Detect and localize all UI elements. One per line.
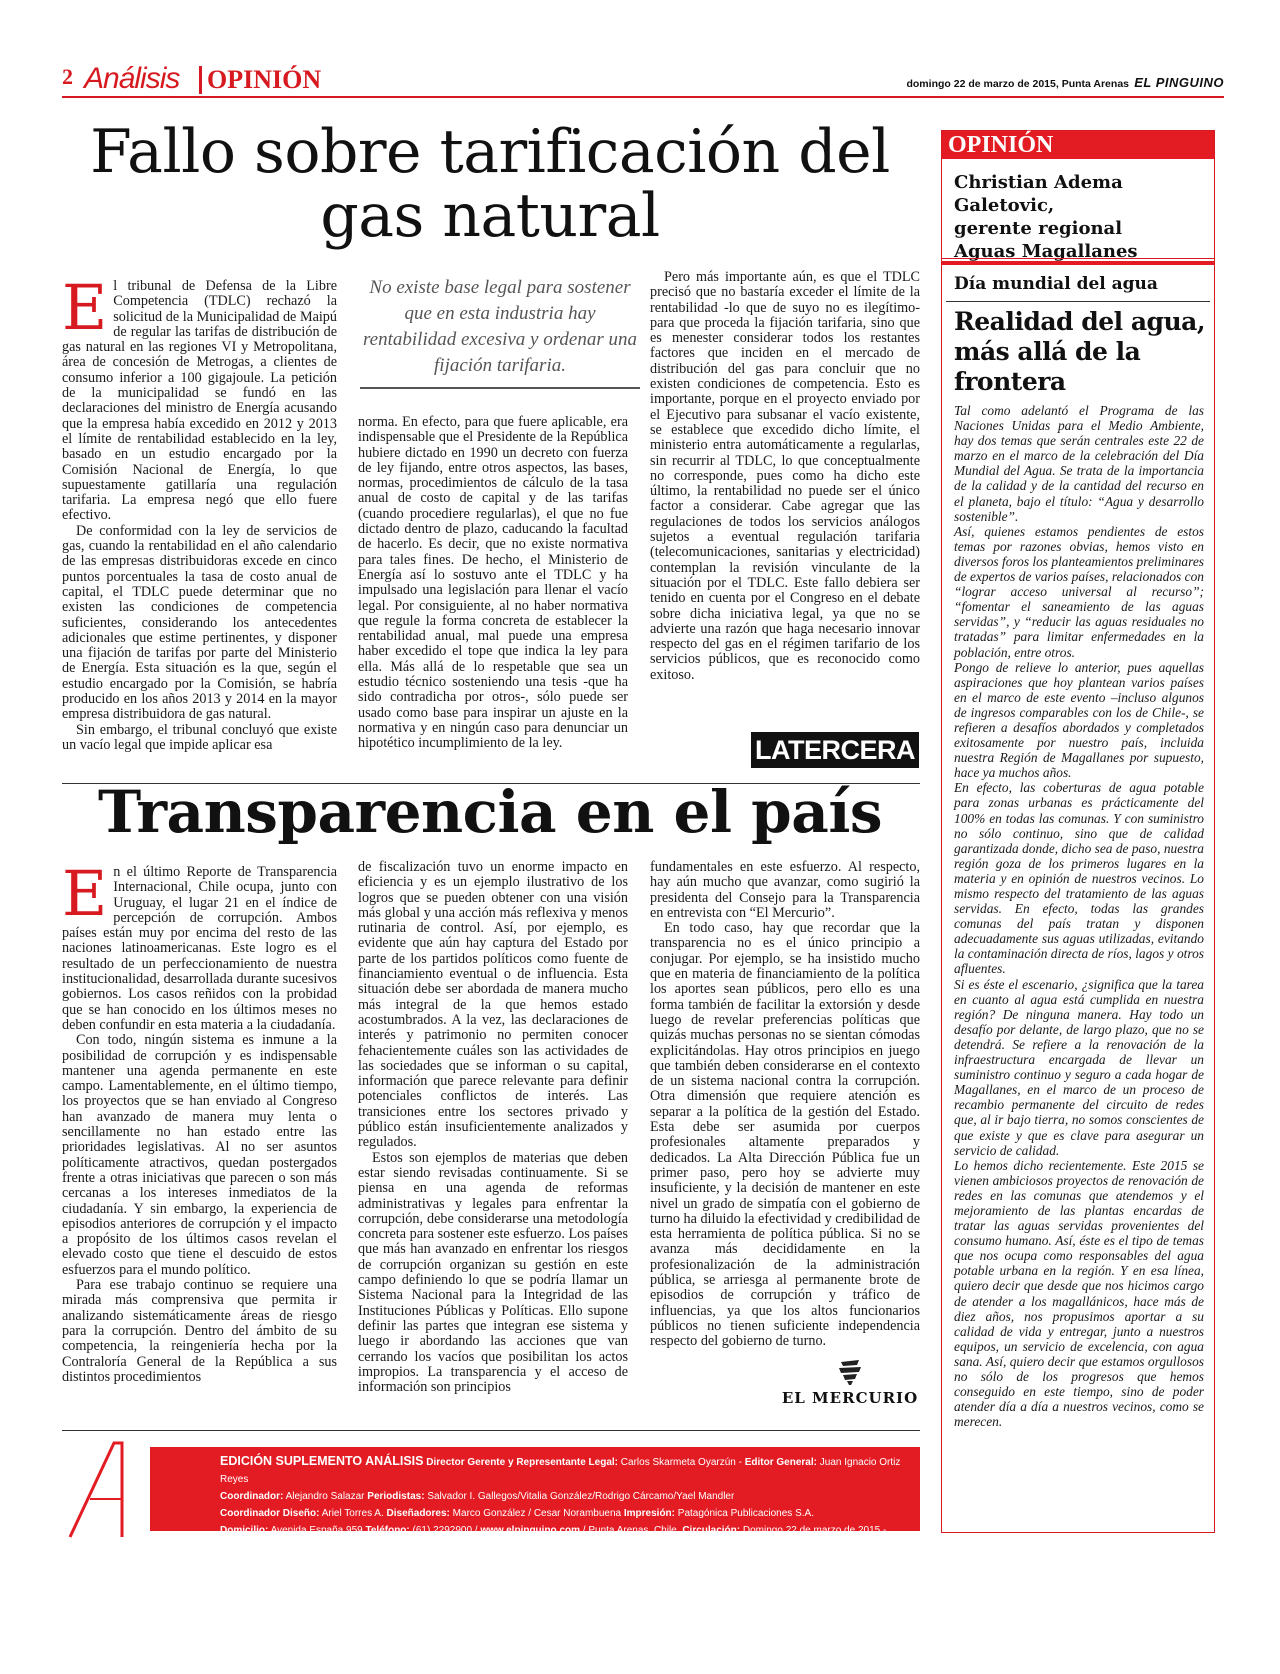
header-rule xyxy=(62,96,1224,98)
article1-paragraph: El tribunal de Defensa de la Libre Competencia (TDLC) rechazó la solicitud de la Municipalidad de Maipú de regular las tarifas de distribución de gas natural en las regiones VI y Metropolitana, área de concesión de Metrogas, a clientes de consumo inferior a 100 gigajoule. La petición de la municipalidad se fundó en las declaraciones del ministro de Energía acusando que la empresa había excedido en 2012 y 2013 el límite de rentabilidad establecido en la ley, basado en un estudio encargado por la Comisión Nacional de Energía, lo que supuestamente gatillaría una regulación tarifaria. La empresa negó que ello fuere efectivo. xyxy=(62,271,337,524)
sidebar-body xyxy=(954,403,1204,1429)
author-byline: Christian Adema Galetovic, gerente regional Aguas Magallanes xyxy=(954,172,1138,262)
website-link[interactable]: www.elpinguino.com xyxy=(480,1525,581,1536)
article1-pullquote: No existe base legal para sostener que en esta industria hay rentabilidad excesiva y ordenar una fijación tarifaria. xyxy=(360,275,640,389)
section-name: Análisis xyxy=(84,62,180,95)
footer-rule xyxy=(62,1430,920,1431)
la-tercera-logo: LATERCERA xyxy=(751,732,919,768)
article1-column-3 xyxy=(650,270,920,683)
article2-column-1 xyxy=(62,857,338,1385)
newspaper-logo: EL PINGUINO xyxy=(1134,75,1224,90)
sidebar-paragraph: Tal como adelantó el Programa de las Naciones Unidas para el Medio Ambiente, hay dos temas que serán centrales este 22 de marzo en el marco de la celebración del Día Mundial del Agua. Se trata de la importancia de la calidad y de la cantidad del recurso en el planeta, bajo el título: “Agua y desarrollo sostenible”. xyxy=(954,403,1204,524)
sidebar-paragraph: Así, quienes estamos pendientes de estos temas por razones obvias, hemos visto en diversos foros los planteamientos preliminares de expertos de varios países, relacionados con “lograr acceso universal al recurso”; “fomentar el saneamiento de las aguas servidas”, y “reducir las aguas residuales no tratadas” para limitar enfermedades en la población, entre otros. xyxy=(954,523,1204,660)
article1-title-line2: gas natural xyxy=(320,181,660,251)
article2-paragraph: Estos son ejemplos de materias que deben estar siendo revisadas continuamente. Si se piensa en una agenda de reformas administrativas y legales para enfrentar la corrupción, debe considerarse una metodología concreta para sostener este esfuerzo. Los países que más han avanzado en enfrentar los riesgos de corrupción organizan su gestión en este campo definiendo lo que se podría llamar un Sistema Nacional para la Integridad de las Instituciones Públicas y Políticas. Ello supone definir las partes que integran ese sistema y luego ir abordando las acciones que van cerrando los vacíos que posibilitan los actos impropios. La transparencia y el acceso de información son principios xyxy=(358,1149,628,1396)
page-header xyxy=(62,64,1224,98)
el-mercurio-wordmark: EL MERCURIO xyxy=(781,1389,919,1407)
el-mercurio-emblem-icon xyxy=(835,1358,865,1386)
sidebar-separator xyxy=(942,258,1214,265)
el-mercurio-logo xyxy=(780,1358,920,1407)
issue-date: domingo 22 de marzo de 2015, Punta Arenas xyxy=(906,78,1129,90)
article2-column-3 xyxy=(650,860,920,1350)
page-number: 2 xyxy=(62,64,73,89)
article1-paragraph: Pero más importante aún, es que el TDLC precisó que no bastaría exceder el límite de la rentabilidad -lo que de suyo no es ilegítimo- para que proceda la fijación tarifaria, sino que es menester considerar todos los restantes factores que inciden en el mercado de distribución del gas para concluir que no existen condiciones de competencia. Esto es importante, porque en el proyecto enviado por el Ejecutivo para subsanar el vacío existente, se establece que excedido dicho límite, el ministerio entra automáticamente a regularlas, sin recurrir al TDLC, lo que conceptualmente no corresponde, pues como ha dicho este último, la rentabilidad no puede ser el único factor a considerar. Cabe agregar que las regulaciones de todos los servicios análogos sujetos a eventual regulación tarifaria (telecomunicaciones, sanitarias y electricidad) contemplan la revisión vinculante de la situación por el TDLC. Este fallo debiera ser tenido en cuenta por el Congreso en el debate sobre dicha iniciativa legal, ya que no se advierte una razón que haga necesario innovar respecto del gas en el régimen tarifario de los servicios públicos, que es reconocido como exitoso. xyxy=(650,269,920,683)
subsection-name: OPINIÓN xyxy=(199,66,321,94)
article2-paragraph: En el último Reporte de Transparencia Internacional, Chile ocupa, junto con Uruguay, el lugar 21 en el índice de percepción de corrupción. Ambos países están muy por encima del resto de las naciones latinoamericanas. Este logro es el resultado de un perfeccionamiento de nuestra institucionalidad, desarrollada durante sucesivos gobiernos. Los casos reñidos con la probidad que se han conocido en los últimos meses no deben confundir en esta materia a la ciudadanía. xyxy=(62,857,338,1033)
article1-paragraph: norma. En efecto, para que fuere aplicable, era indispensable que el Presidente de la República hubiere dictado en 1990 un decreto con fuerza de ley fijando, entre otros aspectos, las bases, normas, procedimientos de cálculo de la tasa anual de costo de capital y de las tarifas (cuando procediere regularlas), el que no fue dictado dentro de plazo, caducando la facultad de hacerlo. Es decir, que no existe normativa para tales fines. De hecho, el Ministerio de Energía así lo sostuvo ante el TDLC y ha impulsado una legislación para llenar el vacío legal. Por consiguiente, al no haber normativa que regule la forma concreta de establecer la rentabilidad anual, mal puede una empresa haber excedido el tope que indica la ley para ella. Más allá de lo respetable que sea un estudio técnico sosteniendo una tesis -que ha sido contradicha por otros-, sólo puede ser usado como base para inspirar un ajuste en la normativa y en ningún caso para denunciar un hipotético incumplimiento de la ley. xyxy=(358,414,628,752)
article1-column-2 xyxy=(358,415,628,752)
analisis-letter-a-icon xyxy=(62,1439,152,1539)
article1-title xyxy=(70,117,910,251)
sidebar-paragraph: Pongo de relieve lo anterior, pues aquellas aspiraciones que hoy plantean varios países en el marco de este evento –incluso algunos de ingresos comparables con los de Chile-, se refieren a desafíos abordados y completados exitosamente por nuestro país, incluida nuestra Región de Magallanes por supuesto, hace ya muchos años. xyxy=(954,659,1204,781)
article2-paragraph: fundamentales en este esfuerzo. Al respecto, hay aún mucho que avanzar, como sugirió la presidenta del Consejo para la Transparencia en entrevista con “El Mercurio”. xyxy=(650,859,920,921)
article1-paragraph: Sin embargo, el tribunal concluyó que existe un vacío legal que impide aplicar esa xyxy=(62,721,337,753)
article2-paragraph: En todo caso, hay que recordar que la transparencia no es el único principio a conjugar. Por ejemplo, se ha insistido mucho que en materia de financiamiento de la política los aportes sean públicos, pero ello es una forma también de facilitar la extorsión y desde luego de revelar preferencias políticas que quizás muchas personas no se sientan cómodas explicitándolas. Hay otros principios en juego que también deben considerarse en el contexto de un sistema nacional contra la corrupción. Otra dimensión que requiere atención es separar a la política de la gestión del Estado. Esta debe ser asumida por cuerpos profesionales altamente preparados y dedicados. La Alta Dirección Pública fue un primer paso, pero hoy se advierte muy insuficiente, y la decisión de mantener en este nivel un grado de simpatía con el gobierno de turno ha diluido la efectividad y credibilidad de esta herramienta de política pública. Si no se avanza más decididamente en la profesionalización de la administración pública, se arriesga al permanente brote de episodios de corrupción y tráfico de influencias, ya que los altos funcionarios públicos no tienen suficiente independencia respecto del gobierno de turno. xyxy=(650,920,920,1350)
article1-column-1 xyxy=(62,271,337,753)
edition-credits xyxy=(62,1447,920,1536)
article1-paragraph: De conformidad con la ley de servicios de gas, cuando la rentabilidad en el año calendario de las empresas distribuidoras excede en cinco puntos porcentuales la tasa de costo anual de capital, el TDLC puede determinar que no existen las condiciones de competencia suficientes, considerando los antecedentes adicionales que estime pertinentes, y disponer una fijación de tarifas por parte del Ministerio de Energía. Esta situación es la que, según el estudio encargado por la Comisión, se habría producido en los años 2013 y 2014 en la mayor empresa distribuidora de gas natural. xyxy=(62,522,337,723)
article1-title-line1: Fallo sobre tarificación del xyxy=(90,117,890,187)
article2-column-2 xyxy=(358,860,628,1395)
opinion-sidebar xyxy=(941,130,1215,1533)
article1-dropcap: E xyxy=(62,271,108,344)
sidebar-kicker: Día mundial del agua xyxy=(954,274,1158,294)
sidebar-paragraph: En efecto, las coberturas de agua potable para zonas urbanas es prácticamente del 100% en todas las comunas. Y con suministro no sólo continuo, sino que de calidad garantizada donde, dicho sea de paso, nuestra región goza de los primeros lugares en la materia y en opinión de nuestros vecinos. Lo mismo respecto del tratamiento de las aguas servidas. En efecto, todas las grandes comunas del país tratan y disponen adecuadamente sus aguas utilizadas, evitando la contaminación directa de ríos, lagos y otros afluentes. xyxy=(954,780,1204,977)
edition-label: EDICIÓN SUPLEMENTO ANÁLISIS xyxy=(220,1454,424,1468)
article2-paragraph: Con todo, ningún sistema es inmune a la posibilidad de corrupción y es indispensable mantener una agenda permanente en este campo. Lamentablemente, en el último tiempo, los proyectos que se han enviado al Congreso han avanzado de manera muy lenta o sencillamente no han estado entre las prioridades legislativas. Al no ser asuntos políticamente atractivos, quedan postergados frente a otras iniciativas que parecen o son más cercanas a los intereses inmediatos de la ciudadanía. Y sin embargo, la experiencia de episodios anteriores de corrupción y el impacto a propósito de los últimos casos revelan el elevado costo que tiene el descuido de estos esfuerzos para el mundo político. xyxy=(62,1032,337,1278)
article2-paragraph: Para ese trabajo continuo se requiere una mirada más comprensiva que permita ir analizando sistemáticamente áreas de riesgo para la corrupción. Dentro del ámbito de su competencia, la reingeniería hecha por la Contraloría General de la República a sus distintos procedimientos xyxy=(62,1277,337,1385)
kicker-rule xyxy=(946,301,1210,302)
article2-paragraph: de fiscalización tuvo un enorme impacto en eficiencia y es un ejemplo ilustrativo de los logros que se pueden obtener con una visión más global y una acción más reflexiva y menos rutinaria de control. Así, por ejemplo, es evidente que aún hay captura del Estado por parte de los partidos políticos como fuente de financiamiento eventual o de influencia. Esta situación debe ser abordada de manera mucho más integral de la que hemos estado acostumbrados. A la vez, las declaraciones de interés y patrimonio no permiten conocer fehacientemente cuáles son las actividades de las sociedades que se informan o su capital, información que parece relevante para definir potenciales conflictos de interés. Las transiciones entre los sectores privado y público están insuficientemente analizados y regulados. xyxy=(358,859,628,1151)
sidebar-paragraph: Si es éste el escenario, ¿significa que la tarea en cuanto al agua está cumplida en nuestra región? De ninguna manera. Hay todo un desafío por delante, de largo plazo, que no se detendrá. Se refiere a la renovación de la infraestructura encargada de llevar un suministro continuo y seguro a cada hogar de Magallanes, en el marco de un proceso de recambio permanente del circuito de redes que, al ir bajo tierra, no somos conscientes de que existe y que es clave para asegurar un servicio de calidad. xyxy=(954,976,1204,1158)
sidebar-title: Realidad del agua, más allá de la frontera xyxy=(954,307,1206,396)
article2-title: Transparencia en el país xyxy=(98,778,882,846)
opinion-tag: OPINIÓN xyxy=(942,131,1214,159)
article2-dropcap: E xyxy=(62,857,108,930)
credits-band: EDICIÓN SUPLEMENTO ANÁLISIS Director Gerente y Representante Legal: Carlos Skarmeta Oyarzún - Editor General: Juan Ignacio Ortiz Reyes Coordinador: Alejandro Salazar Periodistas: Salvador I. Gallegos/Vitalia González/Rodrigo Cárcamo/Yael Mandler Coordinador Diseño: Ariel Torres A. Diseñadores: Marco González / Cesar Norambuena Impresión: Patagónica Publicaciones S.A. Domicilio: Avenida España 959 Teléfono: (61) 2292900 / www.elpinguino.com / Punta Arenas, Chile. Circulación: Domingo 22 de marzo de 2015.- xyxy=(150,1447,920,1531)
sidebar-paragraph: Lo hemos dicho recientemente. Este 2015 se vienen ambiciosos proyectos de renovación de redes en las comunas que atendemos y el mejoramiento de las plantas encardas de tratar las aguas servidas provenientes del consumo humano. Así, éste es el tipo de temas que nos ocupa como responsables del agua potable urbana en la región. Y en esa línea, quiero decir que desde que nos hicimos cargo de atender a los magallánicos, hace más de diez años, nos propusimos aportar a su calidad de vida y entregar, junto a nuestros equipos, un servicio de excelencia, con agua sana. Así, quiero decir que estamos orgullosos no sólo de los progresos que hemos conseguido en este tiempo, sino de poder atender día a día a nuestros vecinos, como se merecen. xyxy=(954,1157,1204,1430)
